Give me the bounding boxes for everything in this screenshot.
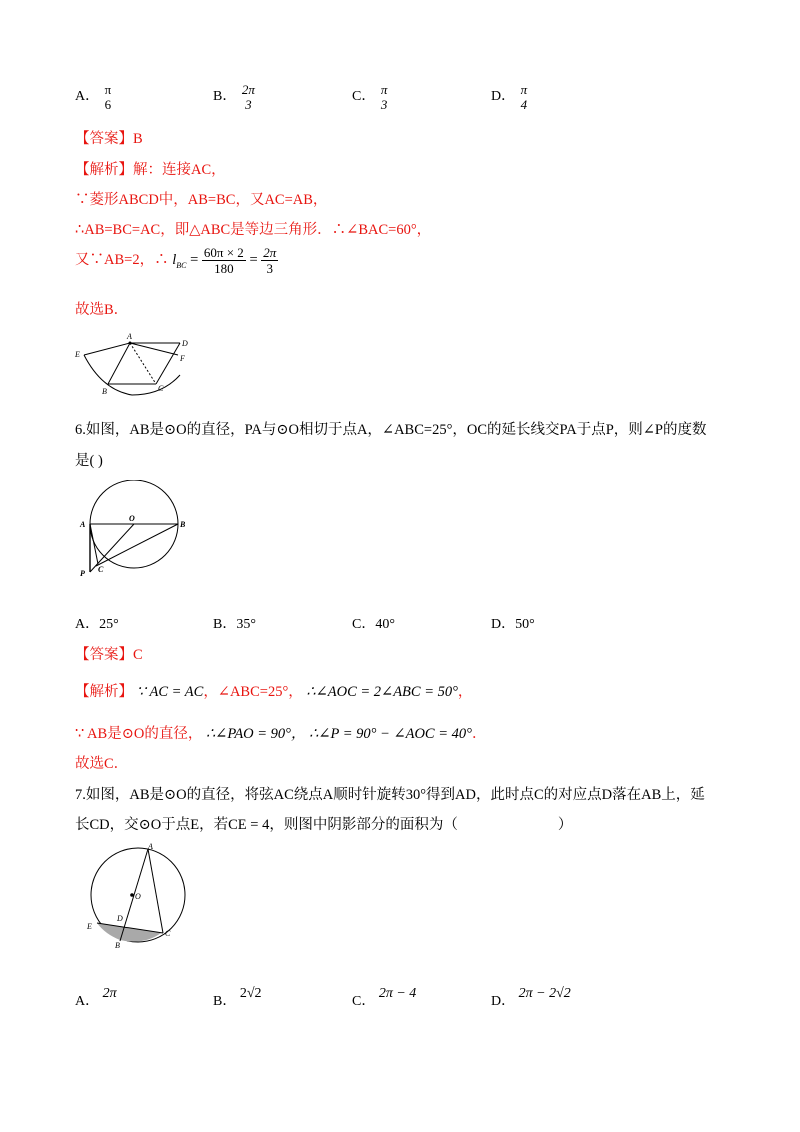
- q5-option-c-fraction: π 3: [380, 82, 388, 112]
- q7-stem-line-2: [75, 813, 572, 834]
- q5-figure-line-af: [130, 343, 178, 355]
- q7-option-a[interactable]: [75, 982, 117, 1009]
- q5-option-d[interactable]: [491, 82, 529, 112]
- q5-figure-label-f: F: [180, 354, 185, 363]
- q5-arc-length-formula: $l_{BC}$ = $\frac{60\pi \times 2}{180}$ = $\frac{2\pi}{3}$: [172, 245, 277, 276]
- q5-option-a-letter: A．: [75, 89, 100, 105]
- q6-analysis-line-1: [75, 680, 472, 701]
- q5-formula-fraction-2: $\frac{2\pi}{3}$: [263, 245, 277, 276]
- q6-analysis-2d: ．: [471, 726, 487, 742]
- q5-analysis-line-2: ∵菱形ABCD中，AB=BC，又AC=AB，: [75, 192, 328, 208]
- q5-figure-line-ea: [84, 343, 130, 355]
- q7-figure-label-o: O: [135, 892, 141, 901]
- q5-option-b[interactable]: [213, 82, 257, 112]
- q5-figure-label-a: A: [127, 332, 132, 341]
- q7-option-d-value: 2π − 2√2: [518, 986, 571, 1001]
- q5-arc-length-symbol: l: [172, 251, 177, 268]
- q6-figure-label-o: O: [129, 514, 135, 523]
- q7-option-c-value: 2π − 4: [378, 986, 417, 1001]
- q6-figure-label-c: C: [98, 565, 104, 574]
- q7-figure-center-o: [130, 893, 134, 897]
- q5-figure-line-ac: [130, 343, 156, 384]
- q6-analysis-line-2: [75, 722, 486, 743]
- q7-option-b[interactable]: [213, 982, 262, 1009]
- q6-analysis-1c: ∴∠AOC = 2∠ABC = 50°: [306, 684, 458, 700]
- q5-option-c-letter: C．: [352, 89, 376, 105]
- q5-figure-line-dc: [156, 343, 180, 384]
- q6-analysis-2c: ∴∠P = 90° − ∠AOC = 40°: [309, 726, 472, 742]
- q6-option-a[interactable]: A．25°: [75, 617, 119, 632]
- q7-stem-line-1: 7.如图，AB是⊙O的直径，将弦AC绕点A顺时针旋转30°得到AD，此时点C的对应点D落在AB上，延: [75, 787, 705, 803]
- q5-option-a-fraction: π 6: [104, 82, 112, 112]
- q5-analysis-text-4: 又∵AB=2，∴: [75, 251, 169, 268]
- q6-figure-label-a: A: [80, 520, 86, 529]
- q6-answer: 【答案】C: [75, 647, 143, 663]
- q6-analysis-1d: ，: [457, 684, 473, 700]
- q7-stem-line-2-close: ）: [557, 817, 573, 833]
- q5-analysis-text-1: 解：连接AC，: [133, 162, 226, 178]
- q7-option-b-letter: B．: [213, 994, 237, 1009]
- q5-answer: 【答案】B: [75, 131, 143, 147]
- q5-figure-point-a: [129, 342, 132, 345]
- q6-stem-line-1: 6.如图，AB是⊙O的直径，PA与⊙O相切于点A，∠ABC=25°，OC的延长线交PA于点P，则∠P的度数: [75, 422, 707, 438]
- q5-analysis-line-3: ∴AB=BC=AC，即△ABC是等边三角形．∴∠BAC=60°，: [75, 222, 432, 238]
- q6-analysis-2b: ∴∠PAO = 90°，: [205, 726, 306, 742]
- q7-figure-label-c: C: [165, 929, 171, 938]
- q5-option-c[interactable]: [352, 82, 389, 112]
- q6-figure: [78, 480, 198, 580]
- q5-conclusion: 故选B．: [75, 302, 129, 318]
- q6-analysis-2a: ∵ AB是⊙O的直径，: [75, 726, 203, 742]
- q5-option-b-fraction: 2π 3: [241, 82, 255, 112]
- q5-formula-fraction-1: $\frac{60\pi \times 2}{180}$: [203, 245, 244, 276]
- q5-analysis-tag: 【解析】: [75, 162, 133, 178]
- q5-formula-equals: =: [249, 251, 258, 268]
- q7-figure-line-ac: [148, 849, 163, 933]
- q5-figure: [72, 330, 222, 400]
- q7-option-c-letter: C．: [352, 994, 376, 1009]
- q5-option-d-letter: D．: [491, 89, 516, 105]
- q6-analysis-tag: 【解析】: [75, 684, 133, 700]
- q6-analysis-1b: ，∠ABC=25°，: [203, 684, 303, 700]
- q5-option-a[interactable]: [75, 82, 113, 112]
- q7-option-a-letter: A．: [75, 994, 100, 1009]
- q6-option-b[interactable]: B．35°: [213, 617, 256, 632]
- q6-figure-label-p: P: [80, 569, 85, 578]
- q7-stem-line-2-text: 长CD，交⊙O于点E，若CE = 4，则图中阴影部分的面积为（: [75, 817, 458, 833]
- q5-arc-length-subscript: BC: [176, 260, 187, 270]
- q5-option-d-fraction: π 4: [520, 82, 528, 112]
- q5-analysis-line-1: [75, 158, 226, 179]
- q6-figure-line-ac: [90, 524, 98, 564]
- q6-option-c[interactable]: C．40°: [352, 617, 395, 632]
- q5-figure-label-d: D: [182, 339, 188, 348]
- q6-figure-label-b: B: [180, 520, 186, 529]
- q7-option-a-value: 2π: [102, 986, 117, 1001]
- q5-option-b-letter: B．: [213, 89, 237, 105]
- q6-option-d[interactable]: D．50°: [491, 617, 535, 632]
- q6-stem-line-2: 是( ): [75, 453, 103, 469]
- q5-figure-line-ab: [108, 343, 130, 384]
- q6-figure-line-bc: [96, 524, 178, 566]
- q7-figure: [85, 840, 195, 950]
- q6-conclusion: 故选C．: [75, 756, 129, 772]
- q7-option-d[interactable]: [491, 982, 571, 1009]
- q5-figure-arc: [84, 355, 180, 395]
- q7-option-d-letter: D．: [491, 994, 516, 1009]
- q7-figure-label-d: D: [117, 914, 123, 923]
- q7-figure-label-e: E: [87, 922, 92, 931]
- q7-figure-label-a: A: [148, 842, 153, 851]
- q6-analysis-1a: ∵ AC = AC: [136, 684, 204, 700]
- q7-option-b-value: 2√2: [239, 986, 262, 1001]
- q7-figure-label-b: B: [115, 941, 120, 950]
- q5-figure-label-e: E: [75, 350, 80, 359]
- q5-analysis-line-4: [75, 245, 278, 276]
- q7-option-c[interactable]: [352, 982, 417, 1009]
- q7-figure-shaded-region: [97, 923, 161, 941]
- q5-figure-label-c: C: [158, 384, 164, 393]
- q5-figure-label-b: B: [102, 387, 107, 396]
